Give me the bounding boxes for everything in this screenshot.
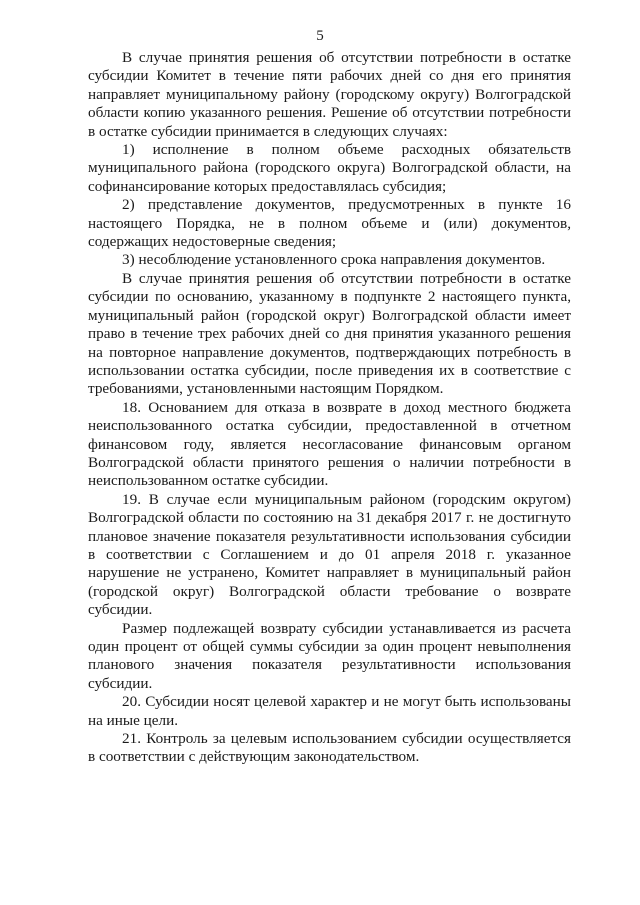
paragraph-case-2: 2) представление документов, предусмотренных в пункте 16 настоящего Порядка, не в полном объеме и (или) документов, содержащих недостоверные сведения; (88, 196, 571, 251)
paragraph-resubmission: В случае принятия решения об отсутствии потребности в остатке субсидии по основанию, указанному в подпункте 2 настоящего пункта, муниципальный район (городской округ) Волгоградской области имеет право в течение трех рабочих дней со дня принятия указанного решения на повторное направление документов, подтверждающих потребность в использовании остатка субсидии, после приведения их в соответствие с требованиями, установленными настоящим Порядком. (88, 269, 571, 398)
paragraph-clause-18: 18. Основанием для отказа в возврате в доход местного бюджета неиспользованного остатка субсидии, предоставленной в отчетном финансовом году, является несогласование финансовым органом Волгоградской области принятого решения о наличии потребности в неиспользованном остатке субсидии. (88, 398, 571, 490)
paragraph-clause-19: 19. В случае если муниципальным районом (городским округом) Волгоградской области по состоянию на 31 декабря 2017 г. не достигнуто плановое значение показателя результативности использования субсидии в соответствии с Соглашением и до 01 апреля 2018 г. указанное нарушение не устранено, Комитет направляет в муниципальный район (городской округ) Волгоградской области требование о возврате субсидии. (88, 490, 571, 619)
paragraph-refund-amount: Размер подлежащей возврату субсидии устанавливается из расчета один процент от общей суммы субсидии за один процент невыполнения планового значения показателя результативности использования субсидии. (88, 619, 571, 692)
paragraph-clause-20: 20. Субсидии носят целевой характер и не могут быть использованы на иные цели. (88, 693, 571, 729)
page-number: 5 (316, 28, 324, 44)
paragraph-clause-21: 21. Контроль за целевым использованием субсидии осуществляется в соответствии с действующим законодательством. (88, 730, 571, 766)
paragraph-case-3: 3) несоблюдение установленного срока направления документов. (122, 251, 546, 269)
paragraph-decision-no-need: В случае принятия решения об отсутствии потребности в остатке субсидии Комитет в течение пяти рабочих дней со дня его принятия направляет муниципальному району (городскому округу) Волгоградской области копию указанного решения. Решение об отсутствии потребности в остатке субсидии принимается в следующих случаях: (88, 49, 571, 140)
paragraph-case-1: 1) исполнение в полном объеме расходных обязательств муниципального района (городского округа) Волгоградской области, на софинансирование которых предоставлялась субсидия; (88, 141, 571, 195)
document-body (88, 49, 571, 767)
